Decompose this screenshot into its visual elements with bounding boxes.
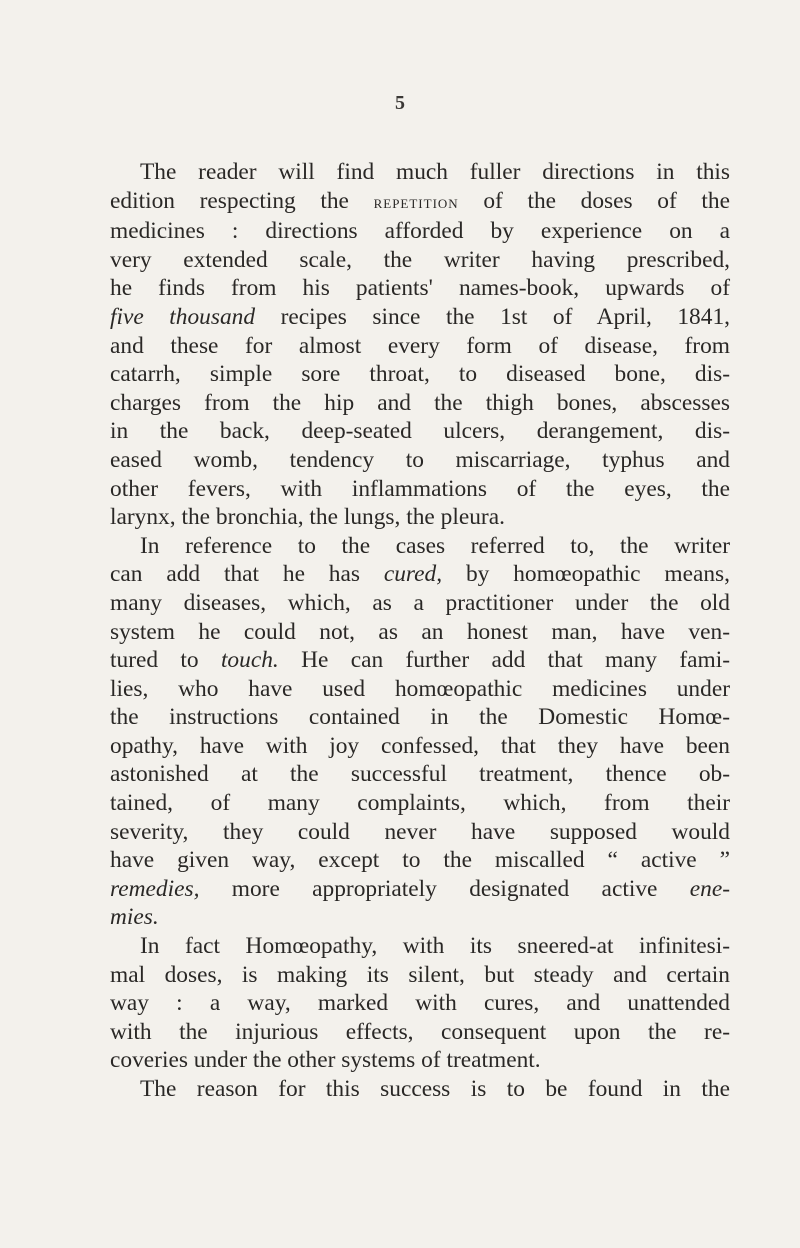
text-run: mal doses, is making its silent, but steady and certain	[110, 961, 730, 988]
body-text	[110, 158, 730, 1104]
text-run: of the doses of the	[458, 187, 730, 214]
text-line	[110, 1018, 730, 1047]
text-line	[110, 989, 730, 1018]
text-line	[110, 360, 730, 389]
text-run: catarrh, simple sore throat, to diseased bone, dis-	[110, 361, 730, 388]
text-run: The reason for this success is to be found in the	[140, 1076, 730, 1102]
text-line	[110, 417, 730, 446]
text-line	[110, 158, 730, 187]
text-run: the instructions contained in the Domestic Homœ-	[110, 704, 730, 731]
text-run: eased womb, tendency to miscarriage, typhus and	[110, 446, 730, 473]
text-run: edition respecting the	[110, 187, 374, 214]
text-run: lies, who have used homœopathic medicines under	[110, 675, 730, 702]
text-line	[110, 389, 730, 418]
text-run: can add that he has	[110, 561, 384, 588]
text-run: more appropriately designated active	[199, 875, 690, 902]
text-line	[110, 1046, 730, 1075]
italic-run: ene-	[689, 875, 730, 902]
text-run: In fact Homœopathy, with its sneered-at infinitesi-	[140, 933, 730, 960]
text-line	[110, 332, 730, 361]
page-number: 5	[395, 92, 405, 114]
text-run: way : a way, marked with cures, and unattended	[110, 990, 730, 1017]
italic-run: five thousand	[110, 303, 256, 330]
text-line	[110, 760, 730, 789]
text-run: tured to	[110, 647, 221, 674]
text-run: many diseases, which, as a practitioner under the old	[110, 589, 730, 616]
text-line	[110, 475, 730, 504]
text-line	[110, 618, 730, 647]
text-run: by homœopathic means,	[442, 561, 730, 588]
text-run: The reader will find much fuller directions in this	[140, 159, 730, 185]
text-line	[110, 646, 730, 675]
text-line	[110, 961, 730, 990]
text-line	[110, 246, 730, 275]
text-run: medicines : directions afforded by experience on a	[110, 218, 730, 245]
text-line	[110, 532, 730, 561]
text-run: other fevers, with inflammations of the eyes, the	[110, 475, 730, 502]
text-run: he finds from his patients' names-book, upwards of	[110, 275, 730, 302]
text-line	[110, 503, 730, 532]
text-run: He can further add that many fami-	[278, 647, 730, 674]
text-run: with the injurious effects, consequent upon the re-	[110, 1018, 730, 1045]
text-line	[110, 703, 730, 732]
text-run: severity, they could never have supposed would	[110, 818, 730, 845]
text-line	[110, 875, 730, 904]
text-run: tained, of many complaints, which, from their	[110, 790, 730, 817]
text-run: coveries under the other systems of treatment.	[110, 1047, 541, 1074]
text-run: and these for almost every form of disease, from	[110, 332, 730, 359]
italic-run: remedies,	[110, 875, 200, 902]
text-line	[110, 932, 730, 961]
italic-run: cured,	[383, 561, 443, 588]
text-run: astonished at the successful treatment, thence ob-	[110, 761, 730, 788]
text-run: larynx, the bronchia, the lungs, the pleura.	[110, 504, 505, 531]
text-line	[110, 846, 730, 875]
text-line	[110, 560, 730, 589]
text-line	[110, 589, 730, 618]
text-run: in the back, deep-seated ulcers, derangement, dis-	[110, 418, 730, 445]
text-run: charges from the hip and the thigh bones, abscesses	[110, 389, 730, 416]
text-run: In reference to the cases referred to, the writer	[140, 532, 730, 559]
text-run: recipes since the 1st of April, 1841,	[255, 303, 730, 330]
text-line	[110, 1075, 730, 1104]
text-run: system he could not, as an honest man, have ven-	[110, 618, 730, 645]
text-line	[110, 274, 730, 303]
text-line	[110, 217, 730, 246]
text-run: very extended scale, the writer having prescribed,	[110, 246, 730, 273]
text-run: have given way, except to the miscalled “ active ”	[110, 847, 730, 874]
small-caps-run: repetition	[373, 191, 459, 213]
text-line	[110, 789, 730, 818]
text-line	[110, 187, 730, 218]
text-line	[110, 303, 730, 332]
text-line	[110, 903, 730, 932]
text-line	[110, 732, 730, 761]
italic-run: touch.	[220, 647, 279, 674]
text-run: opathy, have with joy confessed, that they have been	[110, 732, 730, 759]
text-line	[110, 818, 730, 847]
text-line	[110, 446, 730, 475]
text-line	[110, 675, 730, 704]
italic-run: mies.	[110, 904, 159, 931]
